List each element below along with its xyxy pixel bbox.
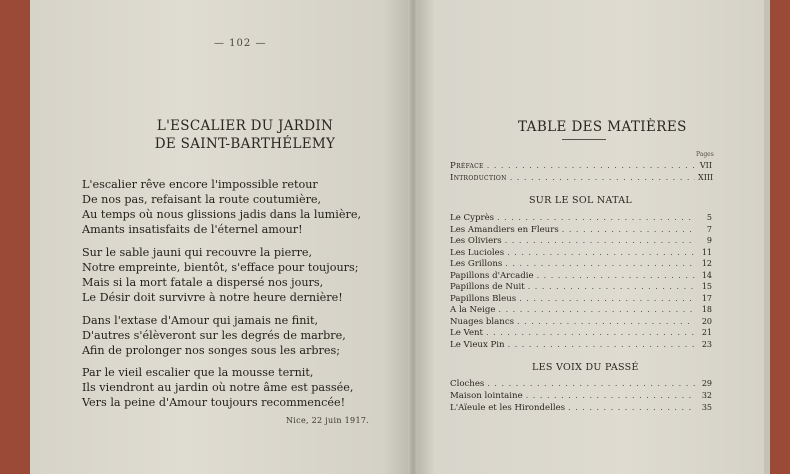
leader-dots	[497, 213, 695, 222]
page-number: — 102 —	[214, 38, 267, 49]
toc-entry[interactable]	[450, 213, 712, 224]
toc-entry-page: XIII	[698, 173, 714, 182]
toc-entry[interactable]	[450, 340, 712, 351]
section-title: LES VOIX DU PASSÉ	[532, 362, 639, 373]
poem-line: Notre empreinte, bientôt, s'efface pour toujours;	[82, 261, 359, 274]
leader-dots	[562, 225, 695, 234]
toc-entry-label: Cloches	[450, 379, 485, 389]
toc-entry-label: Les Lucioles	[450, 247, 505, 258]
leader-dots	[487, 379, 695, 388]
poem-line: Sur le sable jauni qui recouvre la pierre,	[82, 246, 313, 259]
toc-entry-label: Le Vieux Pin	[450, 339, 505, 350]
toc-entry[interactable]	[450, 271, 712, 282]
toc-entry-page: 23	[701, 339, 712, 349]
toc-entry-page: 35	[701, 403, 712, 412]
leader-dots	[487, 161, 695, 170]
toc-entry-page: 9	[706, 236, 712, 245]
poem-title-line-2: DE SAINT-BARTHÉLEMY	[154, 136, 336, 152]
toc-entry-page: 5	[706, 213, 712, 222]
toc-entry-page: 7	[706, 224, 712, 234]
toc-title: TABLE DES MATIÈRES	[518, 119, 687, 135]
toc-entry[interactable]	[450, 379, 712, 390]
poem-line: Le Désir doit survivre à notre heure dernière!	[82, 291, 343, 304]
poem-line: Mais si la mort fatale a dispersé nos jours,	[82, 276, 324, 289]
toc-entry-preface[interactable]	[450, 161, 712, 172]
toc-entry-page: 14	[701, 270, 712, 280]
leader-dots	[507, 248, 695, 257]
toc-entry-label: A la Neige	[450, 305, 496, 315]
poem-line: D'autres s'élèveront sur les degrés de marbre,	[82, 329, 346, 342]
toc-entry-label: L'Aïeule et les Hirondelles	[450, 403, 566, 413]
toc-entry-label: Préface	[450, 161, 484, 171]
poem-signature: Nice, 22 juin 1917.	[286, 416, 370, 425]
toc-entry-introduction[interactable]	[450, 173, 712, 184]
leader-dots	[568, 403, 695, 412]
toc-entry[interactable]	[450, 282, 712, 293]
section-title: SUR LE SOL NATAL	[529, 195, 633, 206]
toc-entry-label: Papillons de Nuit	[450, 282, 525, 292]
toc-entry-page: 21	[701, 328, 712, 337]
toc-entry[interactable]	[450, 391, 712, 402]
poem-line: Par le vieil escalier que la mousse ternit,	[82, 366, 314, 379]
toc-entry-page: VII	[699, 161, 712, 170]
poem-line: Vers la peine d'Amour toujours recommencée!	[82, 396, 346, 409]
poem-line: Ils viendront au jardin où notre âme est passée,	[82, 381, 354, 394]
leader-dots	[519, 294, 695, 303]
page-edge	[764, 0, 770, 474]
toc-entry[interactable]	[450, 328, 712, 339]
toc-entry[interactable]	[450, 236, 712, 247]
toc-entry-page: 11	[701, 247, 712, 257]
leader-dots	[526, 391, 695, 400]
leader-dots	[510, 173, 695, 182]
leader-dots	[505, 259, 695, 268]
leader-dots	[486, 328, 695, 337]
toc-entry-label: Les Oliviers	[450, 236, 502, 246]
poem-line: L'escalier rêve encore l'impossible retour	[82, 178, 318, 191]
toc-entry-label: Nuages blancs	[450, 316, 515, 327]
poem-title-line-1: L'ESCALIER DU JARDIN	[156, 118, 334, 134]
book-spine	[408, 0, 418, 474]
toc-entry-page: 15	[701, 282, 712, 291]
toc-entry-label: Papillons Bleus	[450, 293, 517, 304]
toc-entry-label: Les Grillons	[450, 259, 503, 269]
toc-entry-page: 29	[701, 379, 712, 388]
toc-entry-label: Le Vent	[450, 328, 484, 338]
poem-line: Au temps où nous glissions jadis dans la lumière,	[82, 208, 362, 221]
toc-entry[interactable]	[450, 294, 712, 305]
poem-line: Dans l'extase d'Amour qui jamais ne finit,	[82, 314, 319, 327]
poem-line: De nos pas, refaisant la route coutumière,	[82, 193, 322, 206]
toc-entry-label: Les Amandiers en Fleurs	[450, 224, 559, 235]
poem-line: Amants insatisfaits de l'éternel amour!	[82, 223, 303, 236]
toc-entry-label: Maison lointaine	[450, 391, 523, 401]
pages-column-header: Pages	[696, 151, 714, 158]
toc-entry[interactable]	[450, 403, 712, 414]
title-rule	[562, 139, 606, 140]
leader-dots	[517, 317, 695, 326]
toc-entry-page: 18	[701, 305, 712, 314]
toc-entry-page: 12	[701, 259, 712, 268]
leader-dots	[498, 305, 695, 314]
toc-entry-page: 17	[701, 293, 712, 303]
toc-entry[interactable]	[450, 259, 712, 270]
toc-entry[interactable]	[450, 225, 712, 236]
toc-entry-label: Introduction	[450, 173, 507, 183]
toc-entry-page: 32	[701, 391, 712, 400]
leader-dots	[505, 236, 695, 245]
leader-dots	[537, 271, 695, 280]
toc-entry-label: Le Cyprès	[450, 213, 495, 223]
leader-dots	[508, 340, 695, 349]
poem-line: Afin de prolonger nos songes sous les arbres;	[82, 344, 341, 357]
toc-entry-page: 20	[701, 316, 712, 326]
toc-entry[interactable]	[450, 305, 712, 316]
toc-entry[interactable]	[450, 317, 712, 328]
toc-entry[interactable]	[450, 248, 712, 259]
toc-entry-label: Papillons d'Arcadie	[450, 270, 534, 281]
leader-dots	[528, 282, 695, 291]
